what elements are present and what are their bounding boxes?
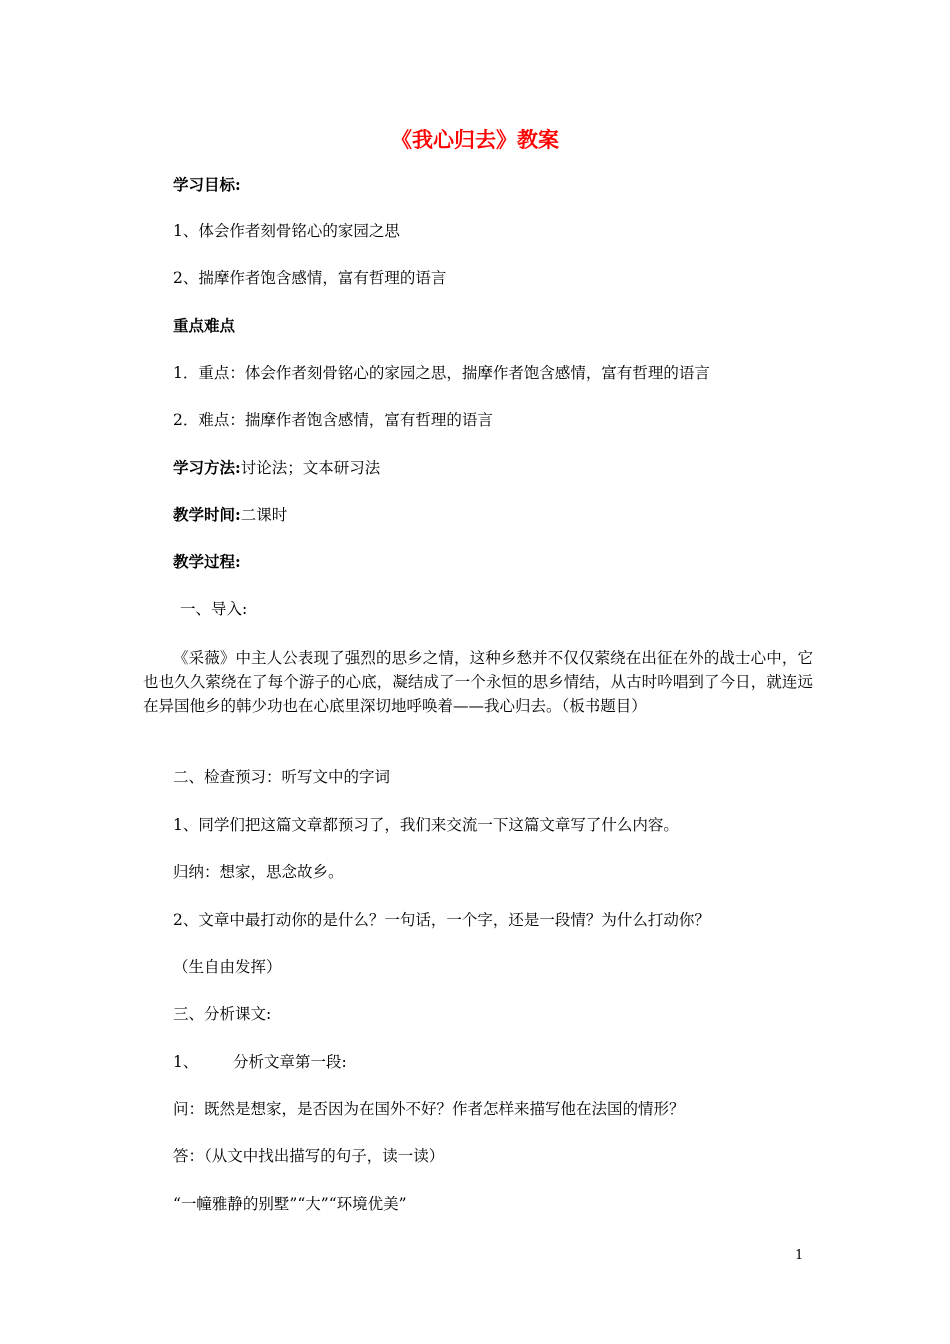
analysis-text: 分析文章第一段: — [233, 1053, 347, 1071]
objective-item: 2、揣摩作者饱含感情，富有哲理的语言 — [173, 269, 447, 287]
summary-line: 归纳：想家，思念故乡。 — [173, 863, 344, 881]
difficulty-item: 2．难点：揣摩作者饱含感情，富有哲理的语言 — [173, 411, 493, 429]
method-line — [173, 457, 380, 479]
question-item: 1、同学们把这篇文章都预习了，我们来交流一下这篇文章写了什么内容。 — [173, 816, 679, 834]
time-line — [173, 504, 287, 526]
analysis-line — [173, 1051, 347, 1073]
method-value: 讨论法；文本研习法 — [240, 459, 381, 477]
key-points-heading: 重点难点 — [173, 316, 236, 335]
section-heading: 二、检查预习：听写文中的字词 — [173, 768, 391, 786]
answer-line: 答：（从文中找出描写的句子，读一读） — [173, 1147, 445, 1165]
objective-item: 1、体会作者刻骨铭心的家园之思 — [173, 222, 400, 240]
document-title: 《我心归去》教案 — [391, 127, 559, 152]
section-heading: 一、导入: — [180, 600, 248, 618]
section-heading: 三、分析课文: — [173, 1005, 272, 1023]
objectives-heading: 学习目标: — [173, 175, 241, 194]
key-point-item: 1．重点：体会作者刻骨铭心的家园之思，揣摩作者饱含感情，富有哲理的语言 — [173, 364, 710, 382]
time-label: 教学时间: — [173, 505, 241, 524]
analysis-number: 1、 — [173, 1053, 199, 1071]
method-label: 学习方法: — [173, 458, 241, 477]
intro-paragraph: 《采薇》中主人公表现了强烈的思乡之情，这种乡愁并不仅仅萦绕在出征在外的战士心中，它也也久久萦绕在了每个游子的心底，凝结成了一个永恒的思乡情结，从古时吟唱到了今日，就连远在异国他乡的韩少功也在心底里深切地呼唤着——我心归去。（板书题目） — [143, 649, 813, 715]
question-item: 2、文章中最打动你的是什么？一句话，一个字，还是一段情？为什么打动你？ — [173, 911, 710, 929]
ask-line: 问：既然是想家，是否因为在国外不好？作者怎样来描写他在法国的情形？ — [173, 1100, 685, 1118]
quotes-line: “一幢雅静的别墅”“大”“环境优美” — [173, 1195, 407, 1213]
time-value: 二课时 — [240, 506, 288, 524]
process-heading: 教学过程: — [173, 552, 241, 571]
page-number: 1 — [795, 1248, 804, 1263]
free-answer-line: （生自由发挥） — [173, 958, 282, 976]
